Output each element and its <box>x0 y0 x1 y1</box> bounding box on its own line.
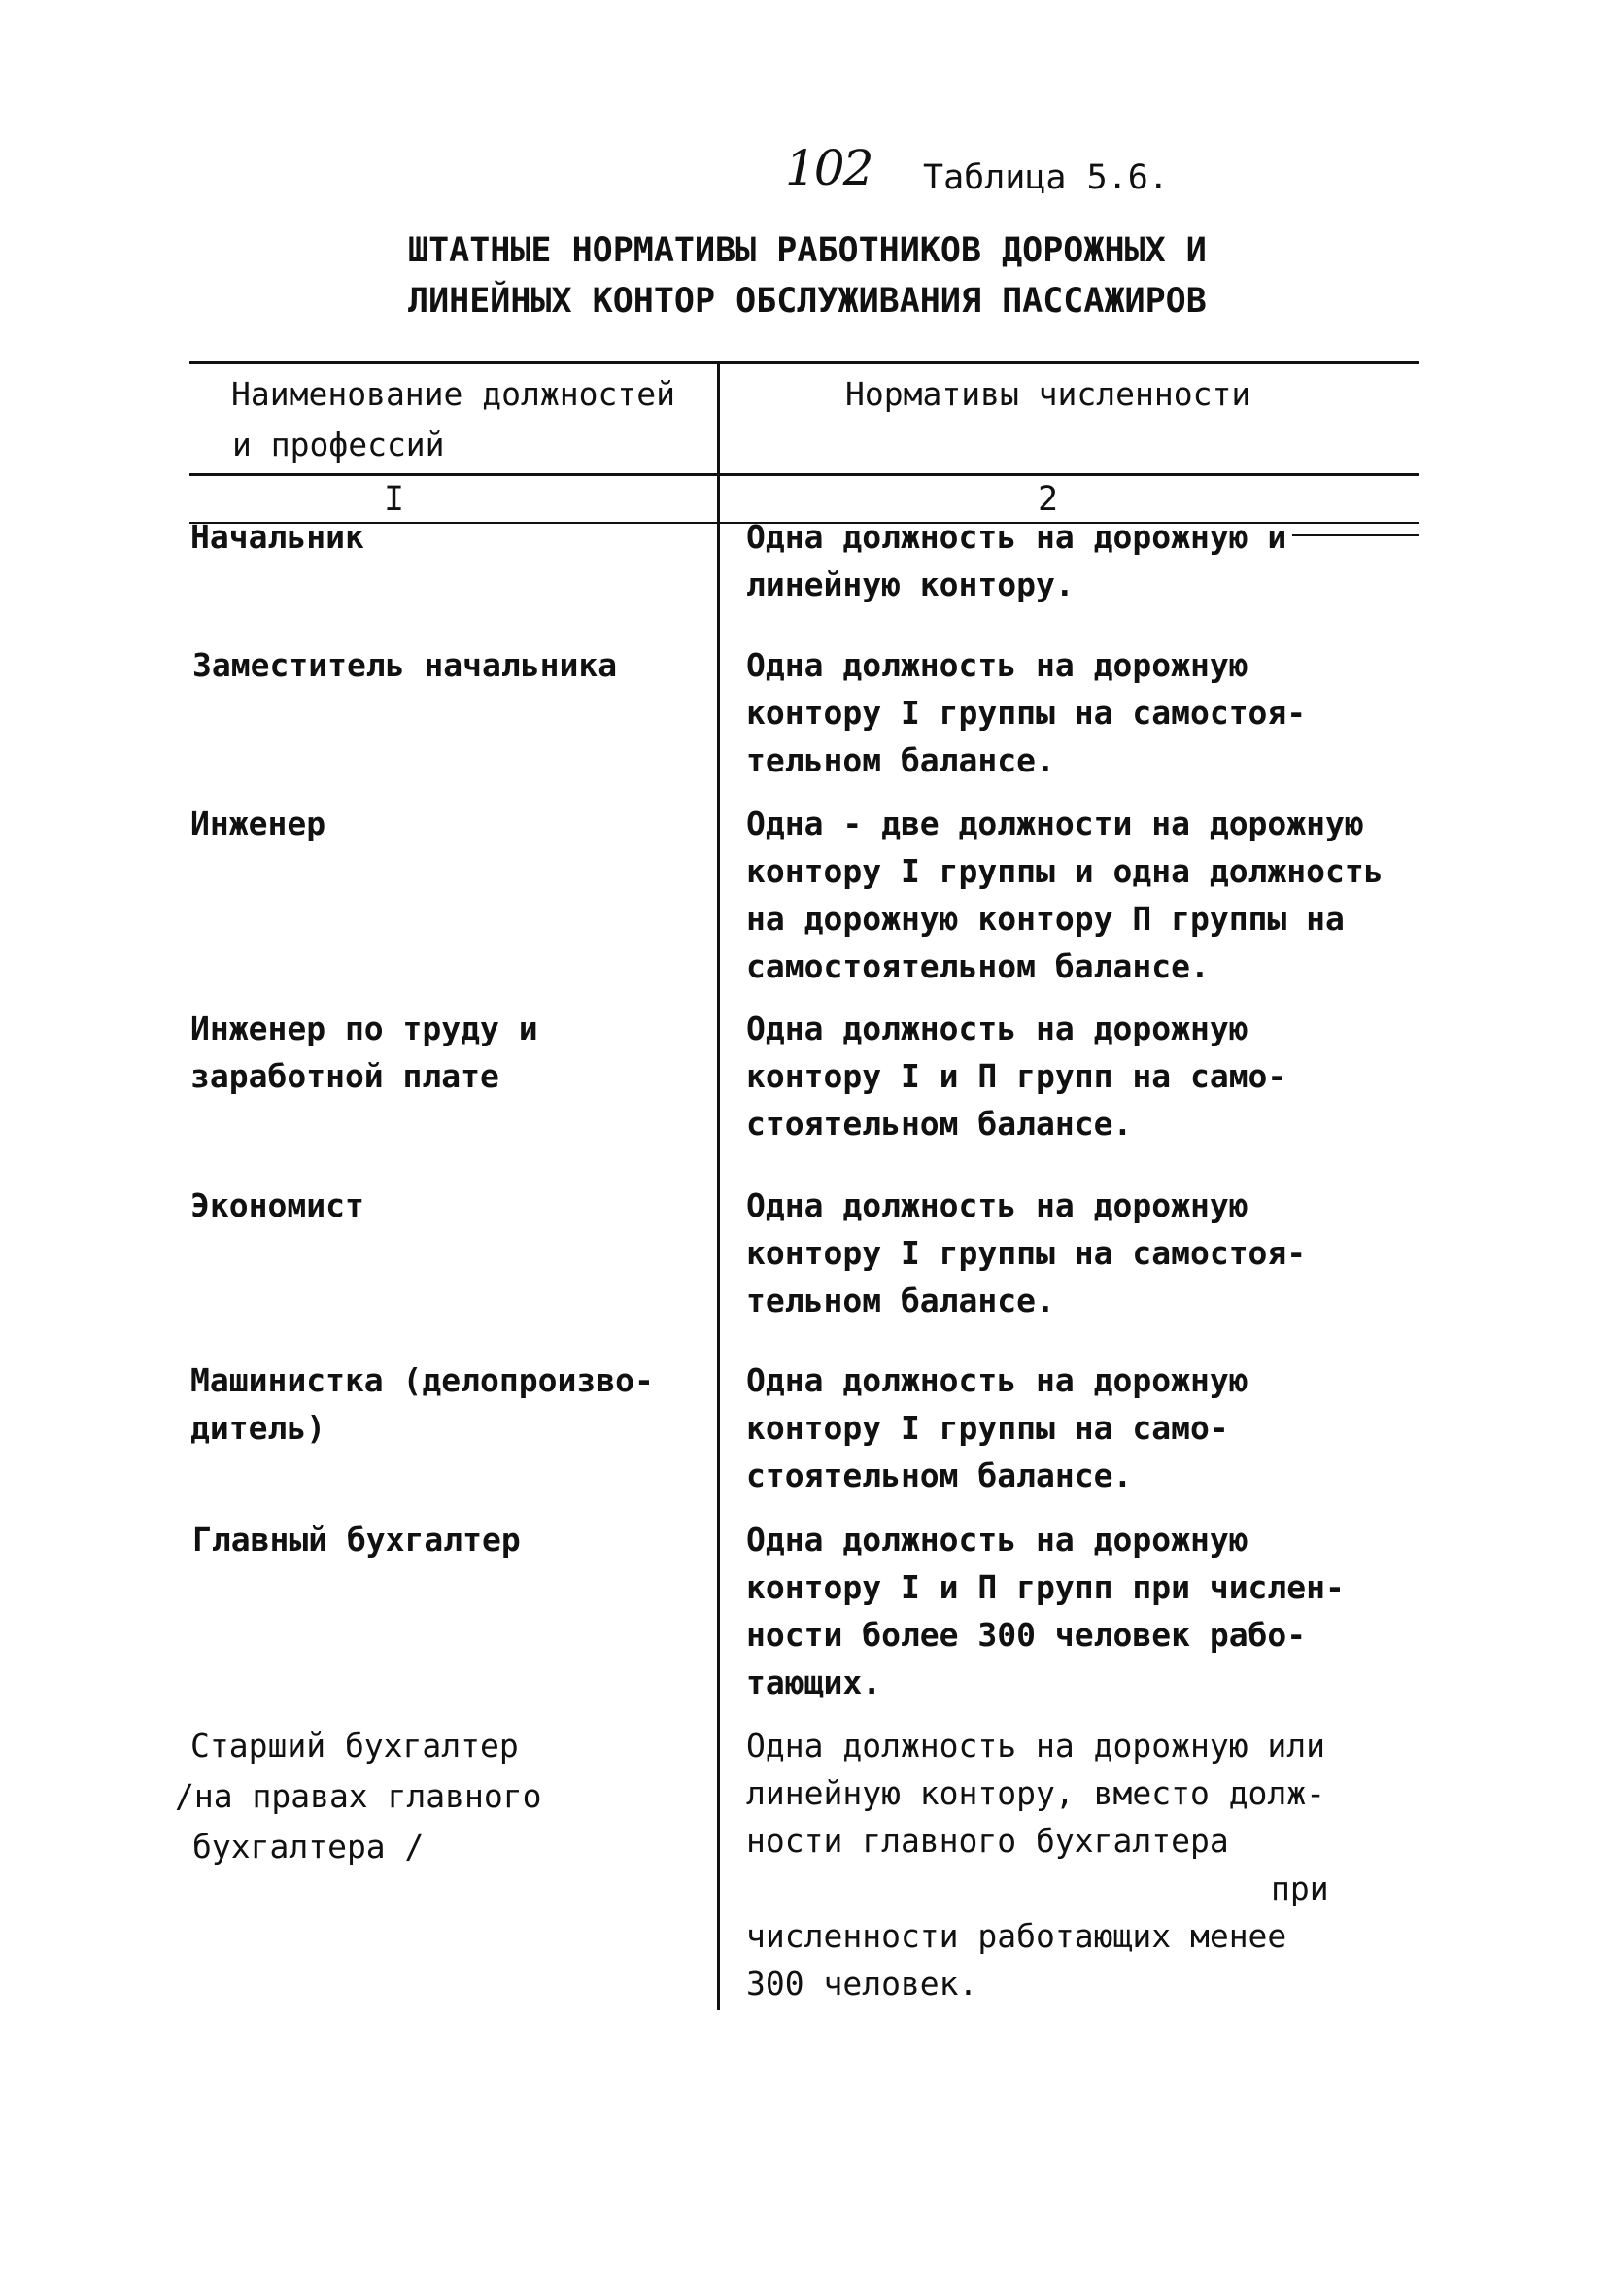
table-row-norm <box>746 513 1286 608</box>
table-row-norm <box>746 800 1384 990</box>
norm-line: на дорожную контору П группы на <box>746 900 1345 938</box>
column-number-1: I <box>384 480 405 519</box>
position-line: Машинистка (делопроизво- <box>190 1361 654 1399</box>
header-col-norms: Нормативы численности <box>845 375 1251 413</box>
norm-line: контору I группы на само- <box>746 1409 1229 1447</box>
norm-line: ности главного бухгалтера <box>746 1822 1229 1860</box>
norm-line: контору I группы и одна должность <box>746 852 1384 890</box>
norm-line: Одна должность на дорожную или <box>746 1727 1326 1765</box>
position-line: Инженер <box>190 805 326 842</box>
norm-line: тельном балансе. <box>746 1282 1055 1319</box>
table-row-norm <box>746 641 1306 784</box>
table-row-norm <box>746 1722 1329 2007</box>
position-line: /на правах главного <box>175 1777 542 1815</box>
norm-line: при <box>1271 1869 1329 1907</box>
position-line: бухгалтера / <box>192 1828 425 1866</box>
table-row-position <box>190 800 325 847</box>
table-label: Таблица 5.6. <box>923 158 1169 197</box>
column-divider <box>717 363 720 2010</box>
norm-line: Одна должность на дорожную <box>746 1521 1248 1559</box>
norm-line: самостоятельном балансе. <box>746 947 1210 985</box>
norm-line: контору I группы на самостоя- <box>746 1234 1307 1272</box>
position-line: Инженер по труду и <box>190 1010 538 1047</box>
norm-line: Одна должность на дорожную и <box>746 518 1287 556</box>
norm-line: тающих. <box>746 1663 882 1701</box>
title-line-1: ШТАТНЫЕ НОРМАТИВЫ РАБОТНИКОВ ДОРОЖНЫХ И <box>408 231 1207 270</box>
norm-line: тельном балансе. <box>746 741 1055 779</box>
norm-line: контору I и П групп на само- <box>746 1057 1287 1095</box>
table-row-position <box>192 641 617 689</box>
norm-line: линейную контору. <box>746 565 1075 603</box>
table-row-norm <box>746 1516 1345 1706</box>
norm-line: Одна должность на дорожную <box>746 1361 1248 1399</box>
norm-line: ности более 300 человек рабо- <box>746 1616 1307 1654</box>
norm-line: численности работающих менее <box>746 1917 1287 1955</box>
position-line: заработной плате <box>190 1057 499 1095</box>
document-title <box>408 225 1207 326</box>
table-row-norm <box>746 1356 1248 1499</box>
title-line-2: ЛИНЕЙНЫХ КОНТОР ОБСЛУЖИВАНИЯ ПАССАЖИРОВ <box>408 282 1207 321</box>
norm-line: Одна - две должности на дорожную <box>746 805 1364 842</box>
table-row-position <box>190 1356 654 1452</box>
overlap-rule <box>1292 534 1419 536</box>
norm-line: Одна должность на дорожную <box>746 1186 1248 1224</box>
position-line: дитель) <box>190 1409 326 1447</box>
header-col-position <box>231 369 675 470</box>
header-col-position-line-2: и профессий <box>232 426 445 463</box>
table-row-position <box>190 1005 538 1100</box>
table-row-position <box>192 1516 521 1563</box>
table-row-position <box>190 513 364 561</box>
norm-line: контору I группы на самостоя- <box>746 694 1307 732</box>
norm-line: контору I и П групп при числен- <box>746 1568 1345 1606</box>
page-number: 102 <box>785 140 872 196</box>
norm-line: 300 человек. <box>746 1965 978 2003</box>
norm-line: стоятельном балансе. <box>746 1456 1133 1494</box>
table-row-norm <box>746 1182 1306 1324</box>
column-number-2: 2 <box>1038 480 1059 519</box>
table-top-rule <box>189 361 1419 364</box>
header-bottom-rule <box>189 473 1419 476</box>
position-line: Старший бухгалтер <box>190 1727 519 1765</box>
position-line: Экономист <box>190 1186 364 1224</box>
position-line: Заместитель начальника <box>192 646 618 684</box>
header-col-position-line-1: Наименование должностей <box>231 375 675 413</box>
position-line: Начальник <box>190 518 364 556</box>
table-row-position <box>175 1722 542 1870</box>
position-line: Главный бухгалтер <box>192 1521 521 1559</box>
table-row-norm <box>746 1005 1286 1148</box>
norm-line: линейную контору, вместо долж- <box>746 1774 1326 1812</box>
norm-line: стоятельном балансе. <box>746 1105 1133 1143</box>
table-row-position <box>190 1182 364 1229</box>
norm-line: Одна должность на дорожную <box>746 1010 1248 1047</box>
norm-line: Одна должность на дорожную <box>746 646 1248 684</box>
